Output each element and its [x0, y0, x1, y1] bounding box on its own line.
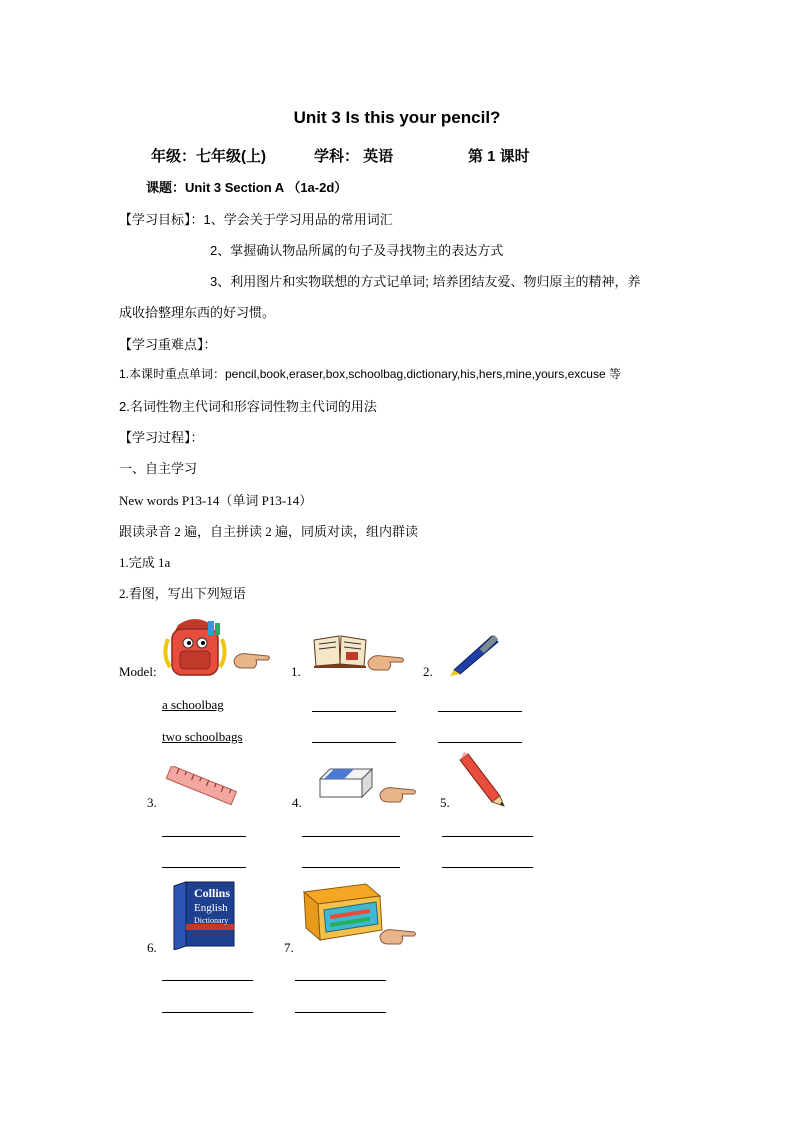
answer-blank-4b[interactable]: [302, 867, 400, 868]
reading-instruction: 跟读录音 2 遍，自主拼读 2 遍，同质对读，组内群读: [119, 524, 419, 539]
item-number-5: 5.: [440, 795, 450, 810]
pointing-hand-icon: [232, 648, 272, 677]
answer-blank-2b[interactable]: [438, 742, 522, 743]
document-title: Unit 3 Is this your pencil?: [293, 108, 501, 127]
objective-2: 2、掌握确认物品所属的句子及寻找物主的表达方式: [210, 243, 504, 258]
answer-blank-1b[interactable]: [312, 742, 396, 743]
grade-label: 年级：七年级(上): [151, 148, 266, 165]
answer-blank-7b[interactable]: [295, 1012, 386, 1013]
answer-blank-6b[interactable]: [162, 1012, 253, 1013]
task-1: 1.完成 1a: [119, 555, 171, 570]
answer-blank-2a[interactable]: [438, 711, 522, 712]
pen-icon: [448, 630, 502, 681]
pointing-hand-icon: [378, 924, 418, 953]
model-answer-singular: a schoolbag: [162, 697, 224, 712]
key-point-2: 2.名词性物主代词和形容词性物主代词的用法: [119, 399, 377, 414]
answer-blank-5b[interactable]: [442, 867, 533, 868]
item-number-6: 6.: [147, 940, 157, 955]
dictionary-title-3: Dictionary: [194, 916, 229, 925]
book-icon: [312, 632, 368, 673]
key-point-1: 1.本课时重点单词：pencil,book,eraser,box,schoolbag,dictionary,his,hers,mine,yours,excuse 等: [119, 367, 621, 381]
lesson-topic: 课题：Unit 3 Section A （1a-2d）: [146, 180, 348, 195]
answer-blank-6a[interactable]: [162, 980, 253, 981]
dictionary-icon: [172, 880, 236, 950]
item-number-2: 2.: [423, 664, 433, 679]
answer-blank-3a[interactable]: [162, 836, 246, 837]
key-points-heading: 【学习重难点】：: [119, 337, 217, 352]
answer-blank-7a[interactable]: [295, 980, 386, 981]
answer-blank-4a[interactable]: [302, 836, 400, 837]
eraser-icon: [316, 765, 376, 806]
pencil-box-icon: [300, 882, 386, 951]
item-number-1: 1.: [291, 664, 301, 679]
pointing-hand-icon: [366, 650, 406, 679]
dictionary-title-2: English: [194, 902, 228, 914]
objectives-heading: [119, 209, 393, 228]
objective-3-line1: 3、利用图片和实物联想的方式记单词; 培养团结友爱、物归原主的精神，养: [210, 274, 641, 289]
dictionary-title-1: Collins: [194, 886, 231, 900]
answer-blank-5a[interactable]: [442, 836, 533, 837]
ruler-icon: [164, 766, 238, 811]
model-label: Model:: [119, 664, 157, 679]
model-answer-plural: two schoolbags: [162, 729, 243, 744]
pointing-hand-icon: [378, 782, 418, 811]
task-2: 2.看图，写出下列短语: [119, 586, 246, 601]
pencil-icon: [456, 752, 508, 813]
objective-1: 1、学会关于学习用品的常用词汇: [203, 212, 393, 227]
answer-blank-3b[interactable]: [162, 867, 246, 868]
item-number-4: 4.: [292, 795, 302, 810]
objectives-heading-label: 【学习目标】：: [119, 212, 204, 227]
process-heading: 【学习过程】：: [119, 430, 204, 445]
item-number-3: 3.: [147, 795, 157, 810]
objective-3-line2: 成收拾整理东西的好习惯。: [119, 305, 276, 320]
answer-blank-1a[interactable]: [312, 711, 396, 712]
subject-label: 学科： 英语: [314, 148, 394, 165]
schoolbag-icon: [160, 615, 230, 685]
new-words-line: New words P13-14（单词 P13-14）: [119, 493, 313, 508]
period-label: 第 1 课时: [468, 148, 530, 165]
section-self-study: 一、自主学习: [119, 461, 198, 476]
item-number-7: 7.: [284, 940, 294, 955]
